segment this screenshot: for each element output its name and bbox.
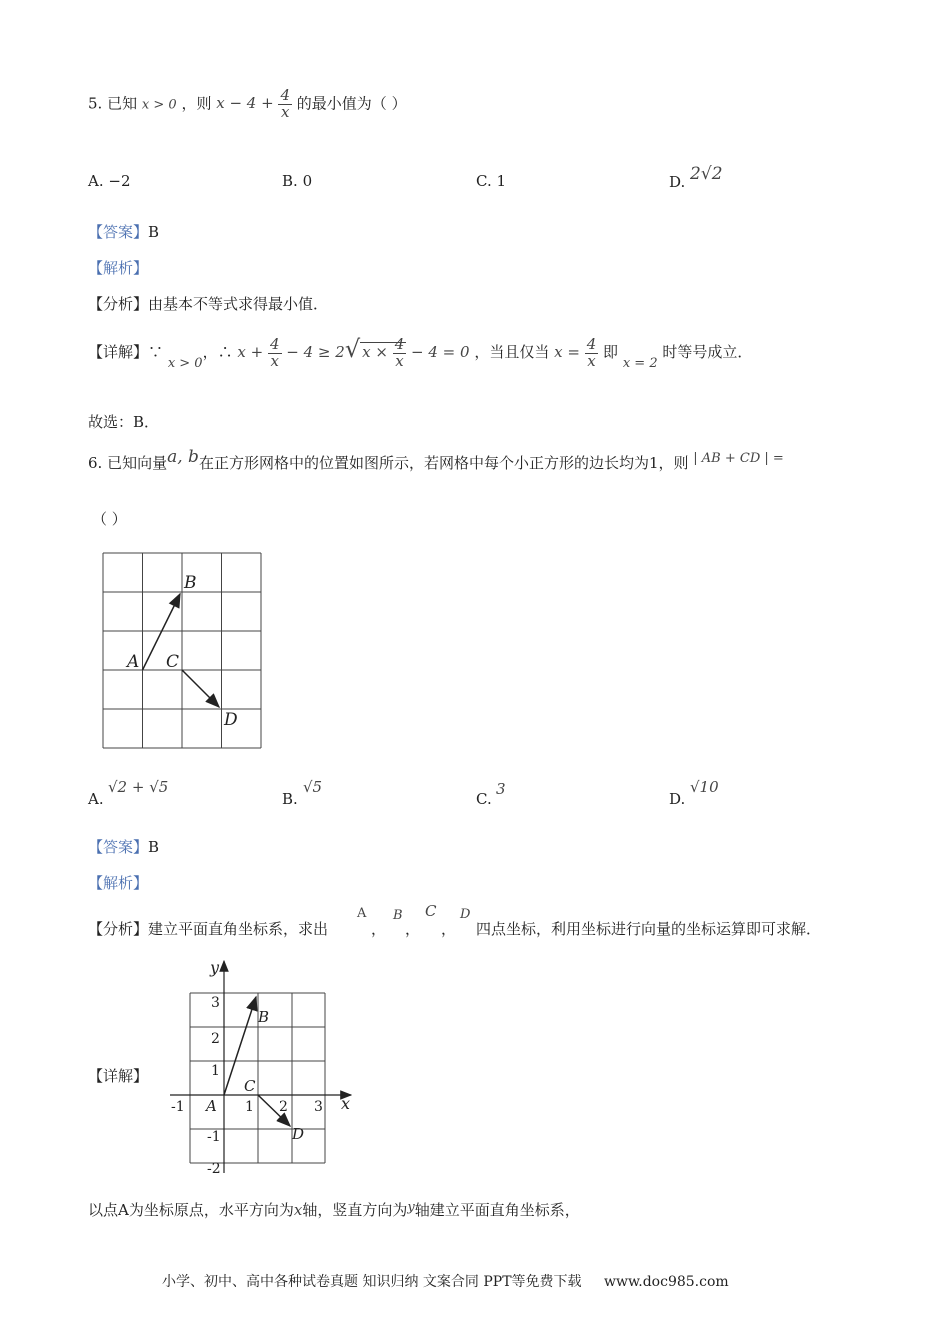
q5-option-b [282, 172, 312, 190]
frac-den: x [268, 353, 282, 370]
x-tick-2: 2 [279, 1099, 288, 1115]
q6-option-a [88, 790, 104, 808]
eq-fraction [585, 334, 599, 370]
q5-stem-text-a: 已知 [107, 94, 138, 113]
q6-option-d-value: √10 [690, 778, 719, 796]
q5-stem-text-c: 的最小值为（ ） [296, 94, 407, 113]
q6-number: 6. [88, 454, 103, 472]
q6-final-y: y [407, 1200, 415, 1215]
x-tick-neg1: -1 [171, 1099, 185, 1115]
q5-fraction [278, 88, 292, 121]
q6-final-text-c: 轴建立平面直角坐标系， [414, 1201, 580, 1219]
x-tick-3: 3 [314, 1099, 323, 1115]
because-symbol: ∵ [148, 343, 164, 361]
x-axis-label: x [341, 1094, 351, 1113]
q5-analysis-tag: 【解析】 [88, 259, 149, 277]
q6-grid-figure [96, 546, 268, 752]
q5-number: 5. [88, 94, 103, 113]
q6-option-b-value: √5 [303, 778, 323, 796]
q5-expr-prefix: x − 4 + [216, 94, 274, 113]
q6-final-line [88, 1199, 580, 1220]
option-label: A. [88, 172, 104, 190]
frac-num: 4 [269, 334, 280, 353]
option-label: B. [282, 790, 298, 808]
ineq-part: − 4 = 0 [411, 343, 470, 361]
q6-coordinate-figure [165, 955, 365, 1185]
sqrt-fraction [393, 334, 407, 370]
q5-detail-condition: x > 0 [167, 356, 203, 371]
q6-final-text-b: 轴，竖直方向为 [302, 1201, 408, 1219]
q5-option-a [88, 172, 131, 190]
y-tick-1: 1 [211, 1063, 220, 1079]
q6-option-c [476, 790, 492, 808]
q5-frac-num: 4 [280, 86, 291, 104]
footer-text: 小学、初中、高中各种试卷真题 知识归纳 文案合同 PPT等免费下载 [162, 1274, 582, 1290]
q6-fenxi-line [88, 918, 328, 939]
fenxi-tag: 【分析】 [88, 295, 149, 313]
q5-fenxi-line [88, 293, 328, 314]
q6-comma-2: ， [405, 920, 421, 938]
q6-answer: B [148, 838, 160, 856]
q6-point-b: B [393, 908, 403, 923]
footer [162, 1271, 729, 1291]
point-c-label: C [166, 652, 180, 672]
q6-stem-text-a: 已知向量 [107, 454, 168, 472]
fenxi-tag: 【分析】 [88, 920, 149, 938]
option-value: −2 [108, 172, 131, 190]
option-label: A. [88, 790, 104, 808]
point-d-label: D [292, 1125, 305, 1143]
point-c-label: C [244, 1077, 256, 1095]
frac-den: x [585, 353, 599, 370]
x-tick-1: 1 [245, 1099, 254, 1115]
point-b-label: B [184, 573, 197, 593]
y-tick-2: 2 [211, 1031, 220, 1047]
q6-final-text-a: 以点A为坐标原点，水平方向为 [88, 1201, 294, 1219]
option-value: 1 [496, 172, 507, 190]
y-tick-neg1: -1 [207, 1129, 221, 1145]
point-a-label: A [127, 652, 140, 672]
option-label: C. [476, 172, 492, 190]
q5-detail-text2: 即 [603, 343, 619, 361]
option-value: 2√2 [690, 164, 723, 184]
q5-detail-equality [554, 334, 598, 370]
sqrt-part: x × [362, 343, 388, 361]
eq-part: x = [554, 343, 580, 361]
q6-detail-tag: 【详解】 [88, 1067, 149, 1085]
ineq-part: x + [237, 343, 264, 361]
q5-detail-text3: 时等号成立． [662, 343, 753, 361]
q6-option-d [669, 790, 685, 808]
point-d-label: D [224, 710, 238, 730]
frac-den: x [393, 353, 407, 370]
q6-comma-1: ， [371, 920, 387, 938]
y-tick-neg2: -2 [207, 1161, 221, 1177]
q6-stem-text-b: 在正方形网格中的位置如图所示，若网格中每个小正方形的边长均为1，则 [198, 454, 689, 472]
q5-answer: B [148, 223, 160, 241]
q5-frac-den: x [278, 104, 292, 121]
q5-detail-x2: x = 2 [622, 356, 658, 371]
point-b-label: B [258, 1008, 270, 1026]
q6-vectors: a, b [167, 447, 199, 467]
q5-stem [88, 88, 407, 121]
answer-tag: 【答案】 [88, 223, 149, 241]
sqrt-sign: √ [344, 335, 361, 363]
point-a-label: A [206, 1097, 217, 1115]
q6-answer-line [88, 836, 159, 857]
y-tick-3: 3 [211, 995, 220, 1011]
q5-conclusion: 故选：B． [88, 413, 160, 431]
q5-fenxi-text: 由基本不等式求得最小值． [148, 295, 329, 313]
sqrt-body [360, 334, 406, 370]
option-label: C. [476, 790, 492, 808]
q6-analysis-tag: 【解析】 [88, 874, 149, 892]
therefore-symbol: ，∴ [202, 343, 233, 361]
ineq-fraction [268, 334, 282, 370]
answer-tag: 【答案】 [88, 838, 149, 856]
q6-point-d: D [460, 907, 471, 922]
q6-final-x: x [293, 1201, 303, 1219]
q6-fenxi-text-b: 四点坐标，利用坐标进行向量的坐标运算即可求解． [476, 920, 822, 938]
detail-tag: 【详解】 [88, 343, 149, 361]
footer-url[interactable]: www.doc985.com [603, 1274, 729, 1290]
ineq-part: − 4 ≥ 2 [286, 343, 345, 361]
q6-point-a: A [357, 906, 367, 921]
q5-option-d [669, 164, 723, 191]
q6-stem [88, 447, 784, 473]
q6-fenxi-text-a: 建立平面直角坐标系，求出 [148, 920, 329, 938]
q5-detail-line [88, 335, 752, 369]
q5-answer-line [88, 221, 159, 242]
q6-option-a-value: √2 + √5 [108, 778, 169, 796]
q6-comma-3: ， [441, 920, 457, 938]
option-label: B. [282, 172, 298, 190]
option-label: D. [669, 790, 686, 808]
option-value: 0 [302, 172, 313, 190]
frac-num: 4 [586, 334, 597, 353]
q5-detail-text1: ，当且仅当 [474, 343, 550, 361]
q6-expression: | AB + CD | = [693, 451, 784, 466]
frac-num: 4 [394, 334, 405, 353]
q5-stem-text-b: ，则 [181, 94, 212, 113]
vector-cd-arrow [182, 670, 219, 707]
q5-condition: x > 0 [141, 97, 177, 113]
q5-detail-inequality [237, 334, 474, 370]
q6-option-b [282, 790, 298, 808]
q6-option-c-value: 3 [496, 780, 506, 798]
option-label: D. [669, 173, 686, 191]
q5-expression [216, 86, 297, 121]
q5-option-c [476, 172, 506, 190]
y-axis-label: y [210, 958, 220, 977]
q6-point-c: C [425, 902, 437, 920]
q6-paren: （ ） [92, 510, 127, 528]
